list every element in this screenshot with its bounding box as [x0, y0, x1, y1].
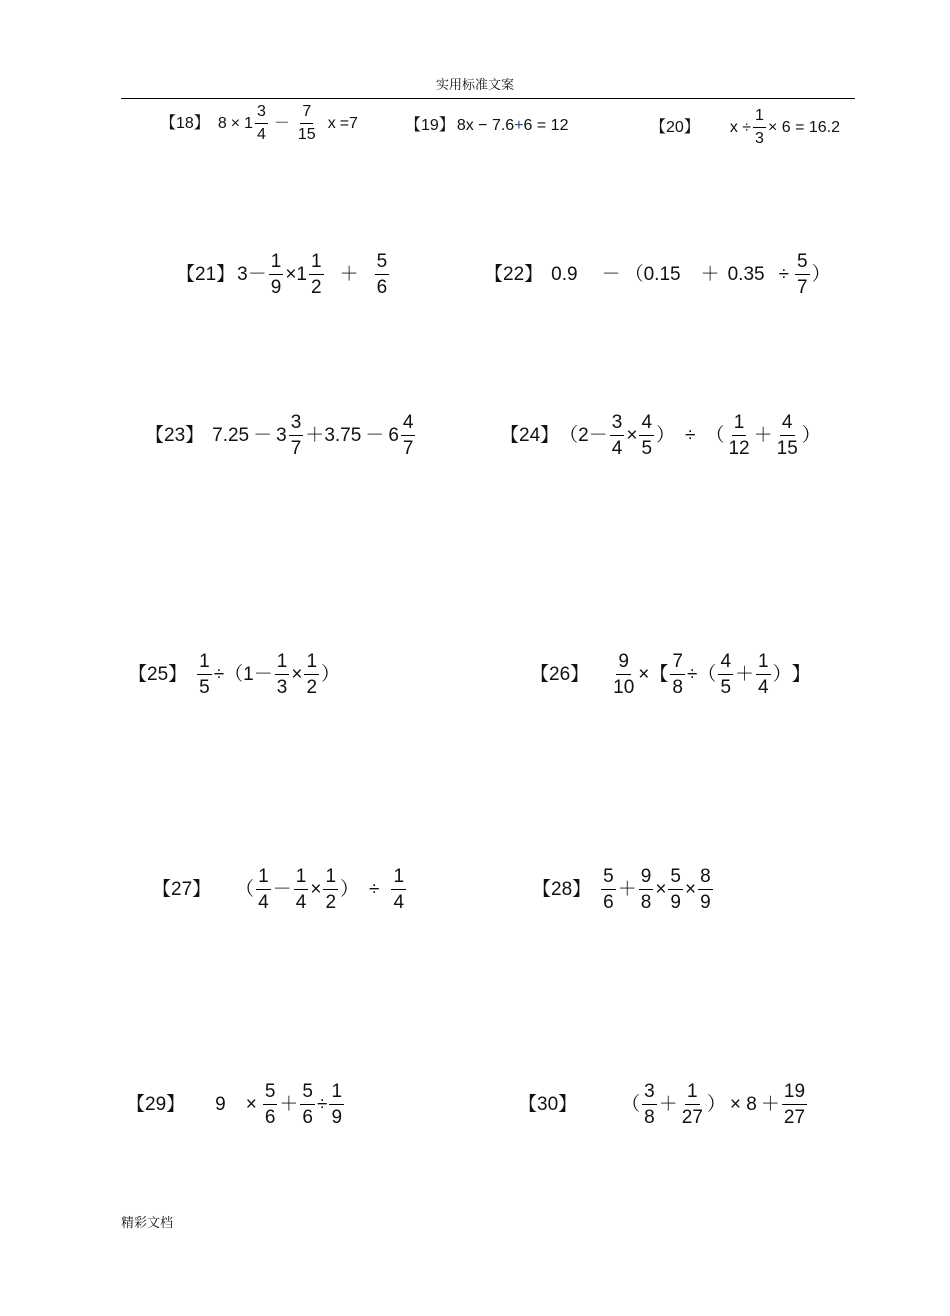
whole-part: 1	[244, 114, 253, 132]
numerator: 1	[685, 1082, 700, 1105]
problem-label: 【23】	[145, 425, 205, 446]
denominator: 8	[644, 1107, 655, 1128]
problem-24	[500, 413, 821, 458]
operator: ＋	[753, 425, 773, 446]
denominator: 4	[258, 892, 269, 913]
numerator: 5	[795, 252, 810, 275]
denominator: 2	[311, 277, 322, 298]
problem-26	[530, 652, 811, 697]
numerator: 4	[718, 652, 733, 675]
fraction	[263, 1082, 278, 1127]
denominator: 4	[758, 677, 769, 698]
denominator: 15	[297, 126, 316, 143]
numerator: 1	[269, 252, 284, 275]
operator: ＋	[735, 664, 755, 685]
fraction	[753, 108, 766, 147]
numerator: 1	[294, 867, 309, 890]
paren: ）	[772, 664, 792, 685]
paren: （	[621, 1094, 641, 1115]
operator: －	[272, 879, 292, 900]
fraction	[329, 1082, 344, 1127]
fraction	[639, 867, 654, 912]
operator: ＋	[658, 1094, 678, 1115]
bracket: 】	[791, 664, 811, 685]
problem-29	[126, 1082, 346, 1127]
term: 0.35	[727, 264, 765, 285]
fraction	[670, 652, 685, 697]
term: 2	[578, 425, 589, 446]
paren: ）	[811, 264, 831, 285]
expression: × 6 = 16.2	[767, 118, 841, 136]
numerator: 9	[616, 652, 631, 675]
operator: × 8	[729, 1094, 757, 1115]
denominator: 5	[720, 677, 732, 698]
paren: ）	[321, 664, 341, 685]
operator: －	[247, 264, 267, 285]
term: 9	[215, 1094, 226, 1115]
numerator: 1	[275, 652, 290, 675]
term: 8	[217, 114, 227, 132]
operator: ×	[685, 879, 697, 900]
operator: －	[601, 264, 621, 285]
denominator: 9	[700, 892, 711, 913]
numerator: 4	[401, 413, 416, 436]
denominator: 6	[603, 892, 614, 913]
problem-label: 【21】	[176, 264, 236, 285]
numerator: 5	[300, 1082, 315, 1105]
bracket: 【	[649, 664, 669, 685]
denominator: 2	[306, 677, 318, 698]
expression: 8x − 7.6	[456, 117, 515, 134]
denominator: 7	[290, 438, 302, 459]
fraction	[391, 867, 406, 912]
problem-30	[518, 1082, 809, 1127]
numerator: 8	[698, 867, 713, 890]
operator: －	[253, 664, 273, 685]
denominator: 4	[295, 892, 307, 913]
numerator: 1	[753, 108, 766, 128]
operator: ÷	[369, 879, 380, 900]
fraction	[668, 867, 683, 912]
numerator: 3	[610, 413, 625, 436]
denominator: 9	[270, 277, 282, 298]
denominator: 2	[325, 892, 337, 913]
denominator: 12	[728, 438, 750, 459]
fraction	[289, 413, 304, 458]
numerator: 4	[639, 413, 654, 436]
numerator: 1	[329, 1082, 344, 1105]
numerator: 4	[780, 413, 795, 436]
paren: ）	[801, 425, 821, 446]
denominator: 9	[670, 892, 681, 913]
whole-part: 3	[276, 425, 287, 446]
fraction	[601, 867, 616, 912]
denominator: 7	[797, 277, 808, 298]
operator: ×	[310, 879, 322, 900]
numerator: 7	[670, 652, 685, 675]
operator: ＋	[760, 1094, 780, 1115]
term: 0.15	[643, 264, 681, 285]
paren: （	[559, 425, 579, 446]
operator: ÷	[686, 664, 698, 685]
operator: ＋	[617, 879, 637, 900]
paren: ）	[656, 425, 676, 446]
operator: ÷	[317, 1094, 328, 1115]
operator: ＋	[339, 264, 359, 285]
expression: 6 = 12	[523, 117, 569, 134]
denominator: 6	[302, 1107, 313, 1128]
fraction	[782, 1082, 807, 1127]
numerator: 9	[639, 867, 654, 890]
fraction	[726, 413, 751, 458]
operator: －	[588, 425, 608, 446]
problem-label: 【24】	[500, 425, 560, 446]
problem-label: 【22】	[484, 264, 544, 285]
operator: －	[365, 425, 385, 446]
problem-27	[152, 867, 408, 912]
paren: ）	[340, 879, 360, 900]
denominator: 9	[331, 1107, 343, 1128]
problem-19	[405, 118, 568, 134]
denominator: 8	[672, 677, 683, 698]
numerator: 5	[375, 252, 390, 275]
operator: ×	[245, 1094, 257, 1115]
fraction	[642, 1082, 657, 1127]
fraction	[296, 104, 318, 143]
fraction	[256, 867, 271, 912]
numerator: 5	[601, 867, 616, 890]
fraction	[197, 652, 212, 697]
numerator: 1	[304, 652, 319, 675]
variable: x	[327, 114, 336, 132]
fraction	[323, 867, 338, 912]
operator: ÷	[213, 664, 225, 685]
numerator: 1	[732, 413, 747, 436]
numerator: 5	[263, 1082, 278, 1105]
fraction	[401, 413, 416, 458]
operator: ×	[626, 425, 638, 446]
paren: （	[235, 879, 255, 900]
denominator: 10	[613, 677, 635, 698]
equals: =7	[339, 114, 358, 132]
denominator: 6	[264, 1107, 276, 1128]
fraction	[269, 252, 284, 297]
denominator: 8	[640, 892, 652, 913]
operator: ÷	[778, 264, 790, 285]
operator: ×	[230, 114, 241, 132]
page-header: 实用标准文案	[435, 78, 514, 93]
paren: （	[705, 425, 725, 446]
denominator: 5	[199, 677, 210, 698]
problem-23	[145, 413, 417, 458]
denominator: 27	[783, 1107, 806, 1128]
operator: ×	[285, 264, 297, 285]
numerator: 1	[197, 652, 212, 675]
numerator: 1	[323, 867, 338, 890]
fraction	[610, 413, 625, 458]
numerator: 19	[782, 1082, 807, 1105]
paren: （	[224, 664, 244, 685]
problem-label: 【18】	[160, 114, 210, 132]
problem-20	[650, 108, 840, 147]
denominator: 4	[393, 892, 405, 913]
problem-label: 【25】	[128, 664, 188, 685]
term: 1	[243, 664, 254, 685]
denominator: 27	[681, 1107, 703, 1128]
operator: ×	[291, 664, 303, 685]
paren: （	[697, 664, 717, 685]
fraction	[775, 413, 800, 458]
fraction	[275, 652, 290, 697]
problem-label: 【30】	[518, 1094, 578, 1115]
operator: －	[253, 425, 273, 446]
numerator: 5	[668, 867, 683, 890]
term: 0.9	[551, 264, 578, 285]
numerator: 1	[256, 867, 271, 890]
operator: －	[273, 114, 290, 132]
fraction	[304, 652, 319, 697]
header-rule	[121, 98, 855, 99]
numerator: 1	[756, 652, 771, 675]
fraction	[680, 1082, 705, 1127]
fraction	[255, 104, 268, 143]
numerator: 3	[255, 104, 268, 124]
fraction	[375, 252, 390, 297]
fraction	[698, 867, 713, 912]
fraction	[718, 652, 733, 697]
operator: ×	[655, 879, 667, 900]
numerator: 3	[289, 413, 304, 436]
denominator: 15	[776, 438, 798, 459]
problem-label: 【20】	[650, 118, 700, 136]
operator: +	[514, 117, 524, 134]
numerator: 7	[300, 104, 313, 124]
denominator: 6	[376, 277, 388, 298]
problem-28	[532, 867, 715, 912]
paren: ）	[706, 1094, 726, 1115]
numerator: 1	[391, 867, 406, 890]
denominator: 3	[755, 130, 764, 147]
problem-22	[484, 252, 831, 297]
fraction	[309, 252, 324, 297]
problem-21	[176, 252, 391, 297]
problem-18	[160, 104, 358, 143]
fraction	[756, 652, 771, 697]
denominator: 4	[611, 438, 623, 459]
denominator: 3	[276, 677, 288, 698]
operator: ＋	[305, 425, 325, 446]
term: 3	[237, 264, 248, 285]
fraction	[639, 413, 654, 458]
problem-label: 【26】	[530, 664, 590, 685]
fraction	[795, 252, 810, 297]
problem-25	[128, 652, 340, 697]
term: 7.25	[212, 425, 250, 446]
fraction	[294, 867, 309, 912]
variable: x ÷	[729, 118, 752, 136]
denominator: 5	[641, 438, 653, 459]
numerator: 1	[309, 252, 324, 275]
fraction	[300, 1082, 315, 1127]
operator: ＋	[279, 1094, 299, 1115]
fraction	[611, 652, 636, 697]
denominator: 4	[256, 126, 266, 143]
term: 3.75	[324, 425, 362, 446]
whole-part: 6	[388, 425, 399, 446]
numerator: 3	[642, 1082, 657, 1105]
whole-part: 1	[296, 264, 307, 285]
denominator: 7	[402, 438, 414, 459]
problem-label: 【19】	[405, 117, 455, 134]
problem-label: 【27】	[152, 879, 212, 900]
operator: ×	[638, 664, 650, 685]
problem-label: 【28】	[532, 879, 592, 900]
operator: ＋	[700, 264, 720, 285]
operator: ÷	[685, 425, 696, 446]
page-footer: 精彩文档	[121, 1216, 174, 1231]
paren: （	[624, 264, 644, 285]
problem-label: 【29】	[126, 1094, 186, 1115]
